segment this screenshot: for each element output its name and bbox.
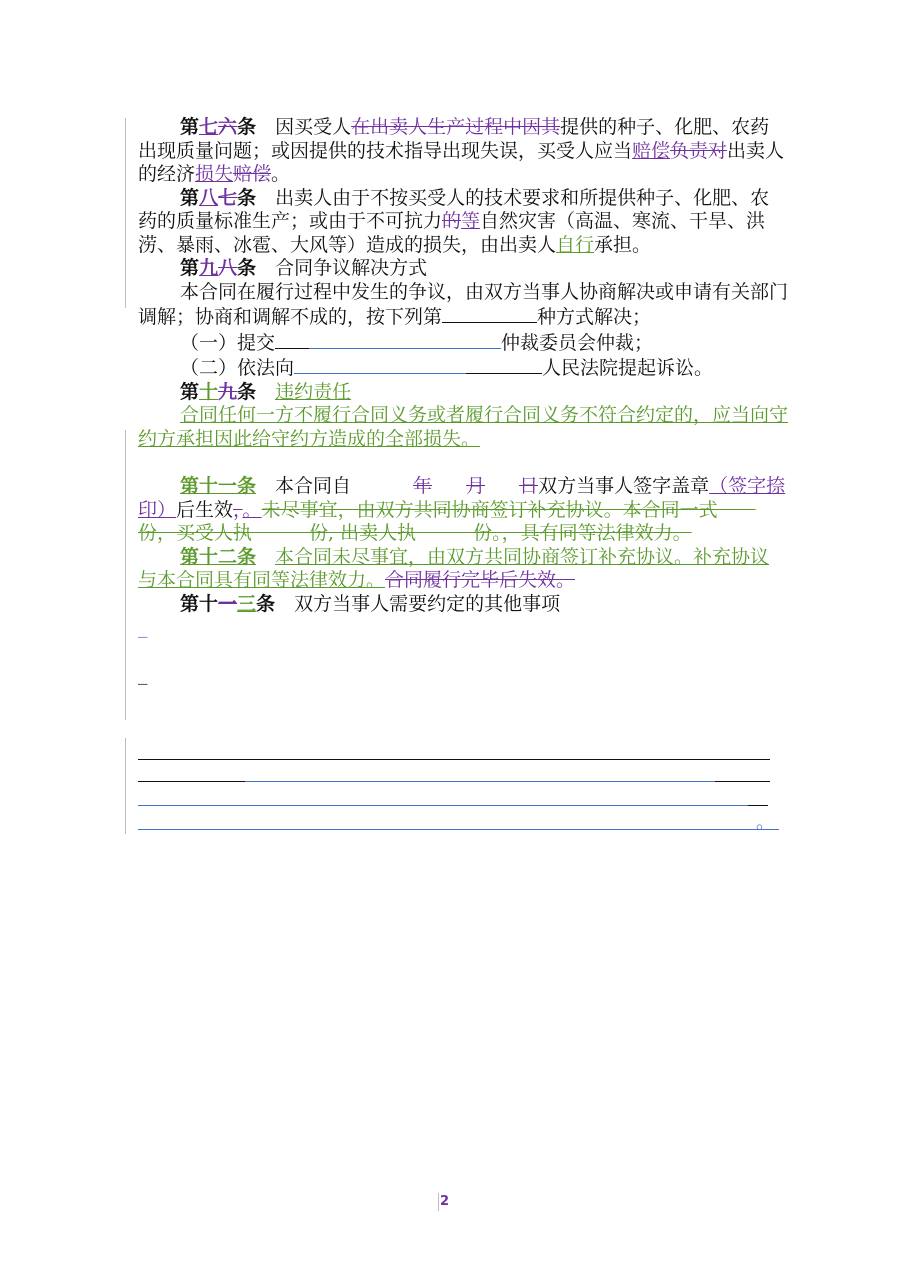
article-21 — [138, 546, 788, 593]
fill-in-line[interactable] — [138, 759, 770, 760]
inserted-text: （签字捺印） — [138, 475, 786, 521]
article-18-body: 本合同在履行过程中发生的争议，由双方当事人协商解决或申请有关部门调解；协商和调解不成的，按下列第 种方式解决； — [138, 280, 789, 328]
article-number: 第十二条 — [180, 545, 257, 568]
fill-in-line[interactable] — [138, 781, 245, 782]
contract-body — [138, 116, 788, 686]
deleted-text: 合同履行完毕后失效。 — [385, 569, 576, 591]
fill-in-line-inserted[interactable] — [138, 829, 779, 830]
article-20: 第十一条 本合同自 年 月 日双方当事人签字盖章（签字捺印）后生效，。未尽事宜，由双方共同协商签订补充协议。本合同一式 份，买受人执 份, 出卖人执 份。，具有同等法律效力。 — [138, 475, 786, 544]
deleted-text: 未尽事宜，由双方共同协商签订补充协议。本合同一式 份，买受人执 份, 出卖人执 份。，具有同等法律效力。 — [138, 498, 756, 544]
inserted-text: 损失 — [195, 163, 234, 185]
article-number: 第八七条 — [180, 186, 257, 209]
underscore-mark: _ — [138, 616, 148, 638]
option-arbitration: （一）提交 仲裁委员会仲裁； — [180, 331, 654, 354]
inserted-text: 。 — [242, 498, 262, 521]
blank-line — [138, 451, 788, 475]
end-mark: 。 — [756, 811, 776, 833]
fill-in-line[interactable] — [748, 805, 768, 806]
court-blank-inserted[interactable] — [294, 355, 466, 374]
inserted-text: 赔偿 — [632, 139, 671, 162]
article-number: 第九八条 — [180, 257, 257, 279]
footer-bar — [438, 1193, 439, 1211]
change-bar — [125, 118, 126, 308]
inserted-text: 违约责任 — [275, 380, 352, 403]
deleted-text: 赔偿 — [233, 163, 272, 185]
deleted-text: 的 — [442, 210, 462, 232]
article-22-heading: 第十一三条 双方当事人需要约定的其他事项 — [180, 592, 561, 615]
article-17: 第八七条 出卖人由于不按买受人的技术要求和所提供种子、化肥、农药的质量标准生产；或由于不可抗力的等自然灾害（高温、寒流、干旱、洪涝、暴雨、冰雹、大风等）造成的损失，由出卖人自行承担。 — [138, 186, 770, 256]
deleted-text: ， — [233, 498, 243, 521]
article-number: 第十一三条 — [180, 592, 276, 615]
fill-in-line-inserted[interactable] — [245, 781, 715, 782]
arbitration-blank-inserted[interactable] — [309, 330, 501, 349]
inserted-text: 等 — [461, 210, 481, 232]
page-number: 2 — [440, 1194, 450, 1209]
article-18-heading: 第九八条 合同争议解决方式 — [180, 257, 428, 279]
change-bar — [125, 738, 126, 834]
article-16: 第七六条 因买受人在出卖人生产过程中因其提供的种子、化肥、农药出现质量问题；或因提供的技术指导出现失误，买受人应当赔偿负责对出卖人的经济损失赔偿。 — [138, 116, 785, 185]
option-litigation: （二）依法向 人民法院提起诉讼。 — [180, 357, 714, 379]
inserted-text: 自行 — [556, 233, 595, 256]
article-number: 第七六条 — [180, 116, 257, 138]
change-bar — [125, 430, 126, 720]
fill-in-line-inserted[interactable] — [138, 805, 748, 806]
arbitration-blank[interactable] — [275, 330, 309, 349]
inserted-text: 合同任何一方不履行合同义务或者履行合同义务不符合约定的，应当向守约方承担因此给守约方造成的全部损失。 — [138, 404, 789, 450]
inserted-text: 本合同未尽事宜，由双方共同协商签订补充协议。补充协议与本合同具有同等法律效力。 — [138, 545, 770, 591]
fill-in-line[interactable] — [715, 781, 770, 782]
article-19-heading — [138, 381, 788, 405]
deleted-text: 在出卖人生产过程中因其 — [351, 116, 561, 138]
blank-field[interactable] — [442, 304, 537, 323]
article-number: 第十九条 — [180, 380, 257, 403]
article-number: 第十一条 — [180, 475, 257, 497]
deleted-text: 负责对 — [670, 139, 728, 162]
court-blank[interactable] — [466, 355, 542, 374]
underscore-mark: _ — [138, 662, 148, 685]
article-19-body — [138, 404, 788, 451]
